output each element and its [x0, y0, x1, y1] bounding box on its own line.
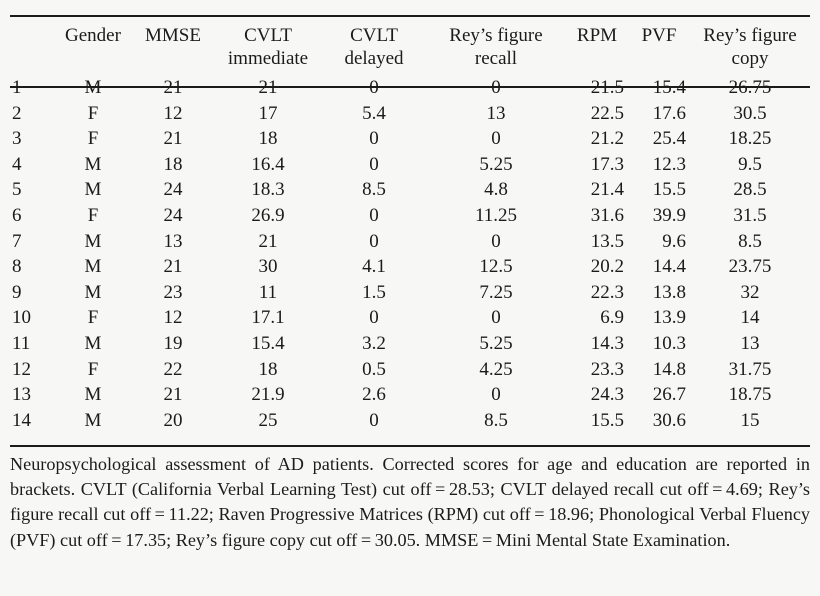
cell-cvlti: 16.4	[251, 153, 285, 175]
cell-pvf: 15.4	[652, 77, 686, 98]
cell-mmse: 13	[163, 230, 183, 252]
cell-pvf: 13.9	[652, 307, 686, 329]
cell-cvltd: 0	[369, 307, 379, 329]
cell-mmse: 20	[163, 409, 183, 431]
cell-gender: M	[84, 332, 102, 354]
cell-reyc: 31.75	[728, 358, 772, 380]
table-row	[10, 203, 810, 229]
column-header-index	[10, 24, 54, 72]
table-row	[10, 101, 810, 127]
cell-reyr: 5.25	[479, 153, 513, 175]
cell-mmse: 21	[163, 384, 183, 406]
cell-rpm: 31.6	[590, 204, 624, 226]
cell-reyc: 15	[740, 409, 760, 431]
column-header-mmse-line1: MMSE	[145, 25, 201, 46]
cell-gender: M	[84, 230, 102, 252]
column-header-cvlt-delayed	[322, 24, 426, 72]
cell-idx: 7	[12, 230, 22, 252]
cell-idx: 4	[12, 153, 22, 175]
cell-reyr: 4.25	[479, 358, 513, 380]
table-row	[10, 177, 810, 203]
cell-cvltd: 0	[369, 128, 379, 150]
table-row	[10, 72, 810, 101]
cell-idx: 9	[12, 281, 22, 303]
column-header-rey-figure-recall	[426, 24, 566, 72]
cell-pvf: 14.4	[652, 256, 686, 278]
cell-rpm: 22.3	[590, 281, 624, 303]
cell-gender: M	[84, 409, 102, 431]
cell-reyr: 5.25	[479, 332, 513, 354]
cell-cvlti: 18	[258, 128, 278, 150]
cell-reyc: 26.75	[728, 77, 772, 98]
cell-cvltd: 0	[369, 204, 379, 226]
cell-gender: F	[87, 358, 99, 380]
table-row	[10, 229, 810, 255]
cell-mmse: 12	[163, 102, 183, 124]
cell-rpm: 13.5	[590, 230, 624, 252]
cell-idx: 8	[12, 256, 22, 278]
cell-idx: 3	[12, 128, 22, 150]
cell-mmse: 21	[163, 128, 183, 150]
cell-reyc: 28.5	[733, 179, 767, 201]
table-body	[10, 72, 810, 433]
cell-mmse: 24	[163, 179, 183, 201]
cell-pvf: 17.6	[652, 102, 686, 124]
cell-reyr: 0	[491, 77, 501, 98]
cell-reyr: 7.25	[479, 281, 513, 303]
cell-rpm: 22.5	[590, 102, 624, 124]
table-row	[10, 382, 810, 408]
cell-mmse: 12	[163, 307, 183, 329]
cell-cvltd: 0	[369, 77, 379, 98]
cell-reyc: 32	[740, 281, 760, 303]
cell-gender: F	[87, 128, 99, 150]
table-top-rule	[10, 15, 810, 17]
cell-gender: M	[84, 281, 102, 303]
cell-mmse: 21	[163, 256, 183, 278]
cell-gender: M	[84, 153, 102, 175]
cell-reyr: 0	[491, 307, 501, 329]
cell-reyr: 11.25	[474, 204, 518, 226]
cell-pvf: 39.9	[652, 204, 686, 226]
cell-cvlti: 18.3	[251, 179, 285, 201]
cell-reyc: 30.5	[733, 102, 767, 124]
cell-cvltd: 5.4	[362, 102, 386, 124]
neuropsych-data-table	[10, 24, 810, 433]
cell-reyr: 13	[486, 102, 506, 124]
column-header-cvlt-immediate	[214, 24, 322, 72]
cell-cvlti: 21	[258, 230, 278, 252]
cell-reyr: 0	[491, 128, 501, 150]
column-header-pvf-line1: PVF	[641, 25, 677, 46]
cell-rpm: 21.2	[590, 128, 624, 150]
cell-idx: 14	[12, 409, 31, 431]
cell-rpm: 20.2	[590, 256, 624, 278]
cell-mmse: 18	[163, 153, 183, 175]
table-row	[10, 152, 810, 178]
cell-cvlti: 17.1	[251, 307, 285, 329]
cell-rpm: 24.3	[590, 384, 624, 406]
cell-cvltd: 1.5	[362, 281, 386, 303]
column-header-mmse	[132, 24, 214, 72]
cell-rpm: 6.9	[600, 307, 624, 329]
cell-idx: 12	[12, 358, 31, 380]
column-header-rey-figure-copy-line1: Rey’s figure	[703, 25, 797, 46]
cell-reyr: 0	[491, 230, 501, 252]
column-header-cvlt-immediate-line1: CVLT	[244, 25, 292, 46]
cell-cvlti: 25	[258, 409, 278, 431]
cell-rpm: 17.3	[590, 153, 624, 175]
cell-reyc: 14	[740, 307, 760, 329]
cell-cvltd: 0	[369, 153, 379, 175]
table-row	[10, 357, 810, 383]
table-row	[10, 280, 810, 306]
table-row	[10, 254, 810, 280]
cell-reyr: 12.5	[479, 256, 513, 278]
table-caption-text: Neuropsychological assessment of AD patients. Corrected scores for age and education are reported in brackets. CVLT (California Verbal Learning Test) cut off = 28.53; CVLT delayed recall cut off = 4.69; Rey’s figure recall cut off = 11.22; Raven Progressive Matrices (RPM) cut off = 18.96; Phonological Verbal Fluency (PVF) cut off = 17.35; Rey’s figure copy cut off = 30.05. MMSE = Mini Mental State Examination.	[10, 454, 810, 550]
cell-rpm: 21.5	[590, 77, 624, 98]
column-header-rey-figure-recall-line2: recall	[474, 48, 518, 69]
cell-reyc: 18.75	[728, 384, 772, 406]
cell-cvlti: 26.9	[251, 204, 285, 226]
table-row	[10, 331, 810, 357]
column-header-gender	[54, 24, 132, 72]
cell-reyc: 18.25	[728, 128, 772, 150]
cell-cvlti: 17	[258, 102, 278, 124]
table-header	[10, 24, 810, 72]
column-header-rey-figure-copy-line2: copy	[731, 48, 769, 69]
column-header-pvf	[628, 24, 690, 72]
cell-gender: F	[87, 102, 99, 124]
cell-idx: 11	[12, 332, 31, 354]
cell-mmse: 19	[163, 332, 183, 354]
cell-pvf: 12.3	[652, 153, 686, 175]
column-header-rey-figure-copy	[690, 24, 810, 72]
cell-rpm: 21.4	[590, 179, 624, 201]
cell-cvltd: 0	[369, 409, 379, 431]
table-header-row	[10, 24, 810, 72]
cell-idx: 10	[12, 307, 31, 329]
cell-gender: M	[84, 384, 102, 406]
column-header-gender-line1: Gender	[65, 25, 121, 46]
table-row	[10, 126, 810, 152]
cell-cvlti: 11	[258, 281, 278, 303]
cell-idx: 2	[12, 102, 22, 124]
cell-cvltd: 3.2	[362, 332, 386, 354]
cell-mmse: 22	[163, 358, 183, 380]
table-caption	[10, 452, 810, 553]
cell-cvltd: 8.5	[362, 179, 386, 201]
cell-pvf: 26.7	[652, 384, 686, 406]
cell-pvf: 9.6	[662, 230, 686, 252]
cell-cvltd: 4.1	[362, 256, 386, 278]
cell-reyr: 4.8	[484, 179, 508, 201]
cell-reyr: 8.5	[484, 409, 508, 431]
column-header-rey-figure-recall-line1: Rey’s figure	[449, 25, 543, 46]
cell-gender: M	[84, 77, 102, 98]
cell-rpm: 14.3	[590, 332, 624, 354]
cell-idx: 1	[12, 77, 22, 98]
cell-reyr: 0	[491, 384, 501, 406]
table-row	[10, 408, 810, 434]
cell-idx: 6	[12, 204, 22, 226]
cell-pvf: 25.4	[652, 128, 686, 150]
cell-reyc: 9.5	[738, 153, 762, 175]
cell-mmse: 21	[163, 77, 183, 98]
cell-rpm: 23.3	[590, 358, 624, 380]
table-bottom-rule	[10, 445, 810, 447]
column-header-cvlt-delayed-line2: delayed	[344, 48, 404, 69]
cell-cvlti: 15.4	[251, 332, 285, 354]
cell-cvlti: 21	[258, 77, 278, 98]
cell-pvf: 30.6	[652, 409, 686, 431]
cell-cvlti: 30	[258, 256, 278, 278]
cell-reyc: 8.5	[738, 230, 762, 252]
cell-pvf: 14.8	[652, 358, 686, 380]
cell-cvltd: 0	[369, 230, 379, 252]
cell-pvf: 10.3	[652, 332, 686, 354]
column-header-cvlt-immediate-line2: immediate	[227, 48, 309, 69]
cell-cvltd: 0.5	[362, 358, 386, 380]
cell-reyc: 13	[740, 332, 760, 354]
column-header-cvlt-delayed-line1: CVLT	[350, 25, 398, 46]
cell-gender: M	[84, 179, 102, 201]
cell-mmse: 23	[163, 281, 183, 303]
cell-cvltd: 2.6	[362, 384, 386, 406]
column-header-rpm-line1: RPM	[576, 25, 618, 46]
cell-cvlti: 18	[258, 358, 278, 380]
cell-gender: F	[87, 307, 99, 329]
cell-cvlti: 21.9	[251, 384, 285, 406]
table-row	[10, 305, 810, 331]
cell-reyc: 23.75	[728, 256, 772, 278]
column-header-rpm	[566, 24, 628, 72]
cell-pvf: 13.8	[652, 281, 686, 303]
cell-mmse: 24	[163, 204, 183, 226]
cell-gender: M	[84, 256, 102, 278]
cell-rpm: 15.5	[590, 409, 624, 431]
cell-gender: F	[87, 204, 99, 226]
cell-reyc: 31.5	[733, 204, 767, 226]
cell-pvf: 15.5	[652, 179, 686, 201]
cell-idx: 5	[12, 179, 22, 201]
cell-idx: 13	[12, 384, 31, 406]
